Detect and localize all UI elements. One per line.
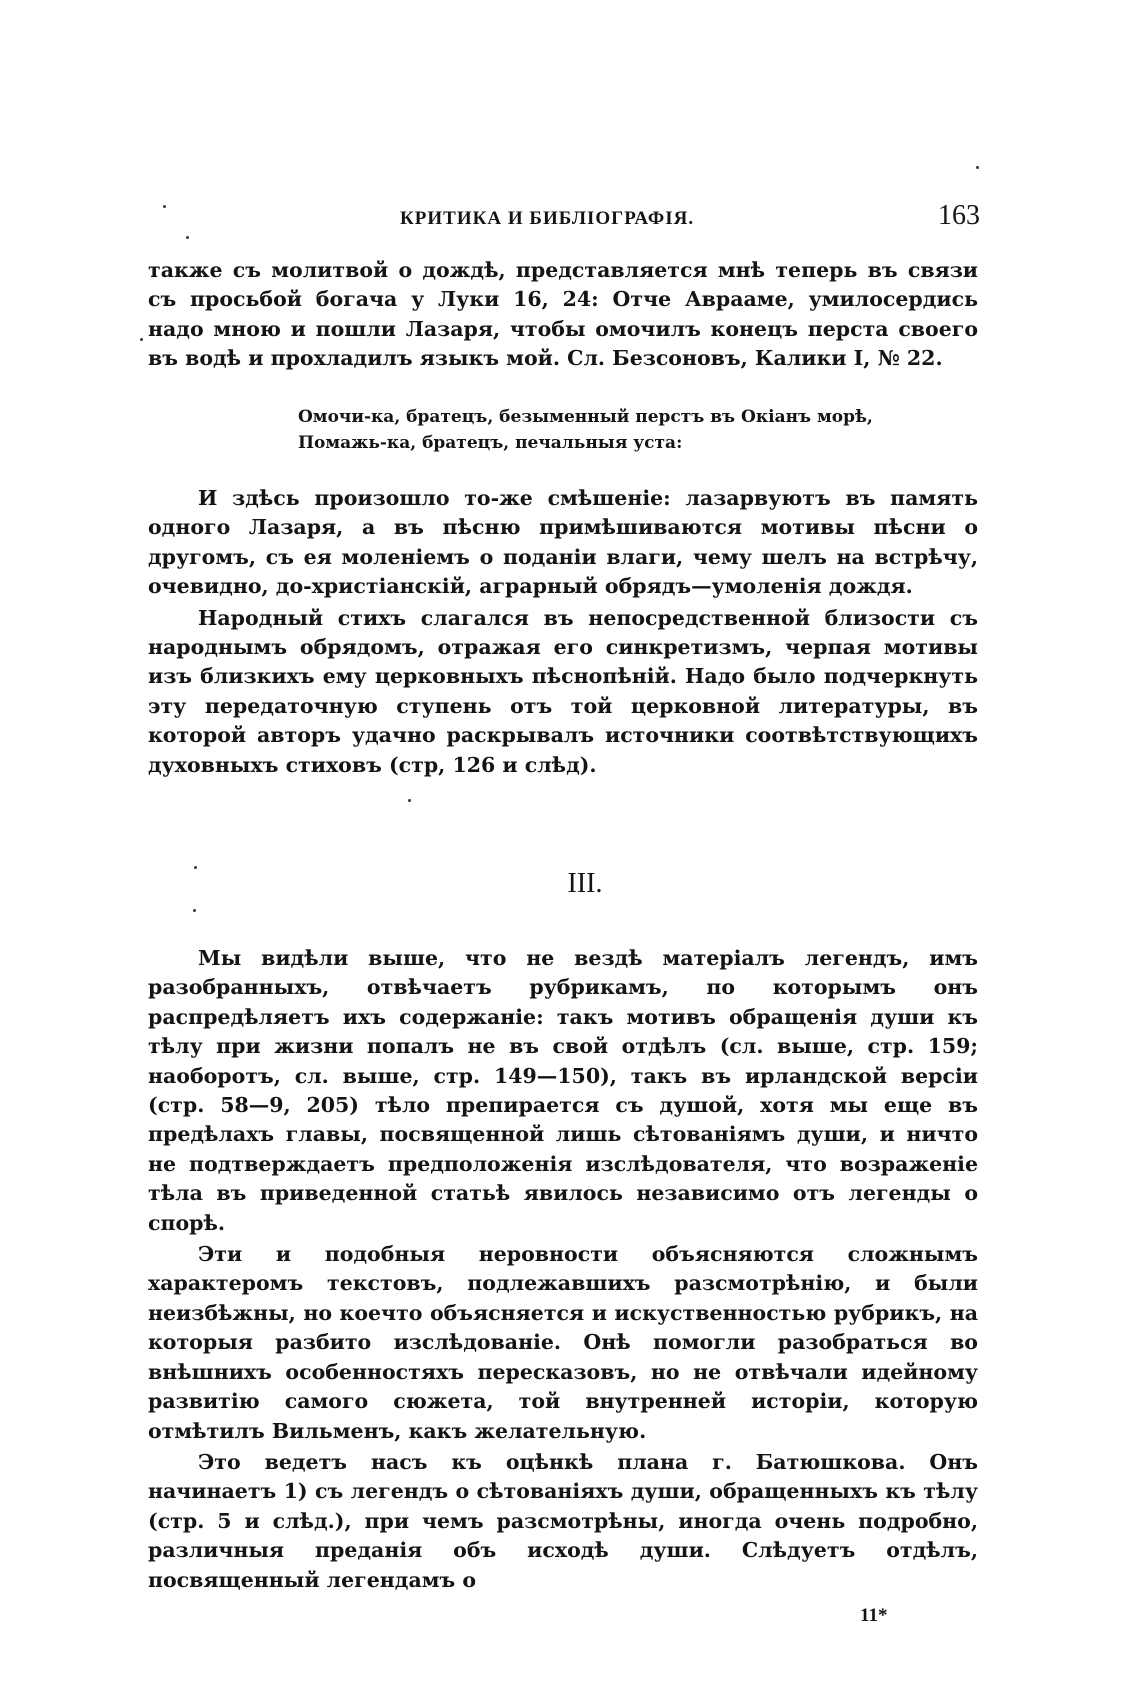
paragraph-1: также съ молитвой о дождѣ, представляется мнѣ теперь въ связи съ просьбой богача у Луки 16, 24: Отче Аврааме, умилосердись надо мною и пошли Лазаря, чтобы омочилъ конецъ перста своего въ водѣ и прохладилъ языкъ мой. Сл. Безсоновъ, Калики I, № 22. — [148, 258, 978, 371]
print-speck — [976, 166, 979, 169]
paragraph-5: Эти и подобныя неровности объясняются сложнымъ характеромъ текстовъ, подлежавшихъ разсмотрѣнію, и были неизбѣжны, но коечто объясняется и искуственностью рубрикъ, на которыя разбито изслѣдованіе. Онѣ помогли разобраться во внѣшнихъ особенностяхъ пересказовъ, но не отвѣчали идейному развитію самого сюжета, той внутренней исторіи, которую отмѣтилъ Вильменъ, какъ желательную. — [148, 1242, 978, 1443]
paragraph-6: Это ведетъ насъ къ оцѣнкѣ плана г. Батюшкова. Онъ начинаетъ 1) съ легендъ о сѣтованіяхъ души, обращенныхъ къ тѣлу (стр. 5 и слѣд.), при чемъ разсмотрѣны, иногда очень подробно, различныя преданія объ исходѣ души. Слѣдуетъ отдѣлъ, посвященный легендамъ о — [148, 1449, 978, 1592]
running-title: КРИТИКА И БИБЛІОГРАФІЯ. — [400, 208, 695, 229]
verse-line-1: Омочи-ка, братецъ, безыменный перстъ въ Окіанъ морѣ, — [298, 407, 873, 427]
running-head — [150, 200, 980, 240]
text-block-bottom — [148, 944, 978, 1597]
text-block-top — [148, 256, 978, 376]
page-number: 163 — [938, 200, 980, 231]
print-speck — [193, 909, 196, 912]
verse-quote — [298, 404, 938, 456]
print-speck — [408, 799, 411, 802]
paragraph-4: Мы видѣли выше, что не вездѣ матеріалъ легендъ, имъ разобранныхъ, отвѣчаетъ рубрикамъ, по которымъ онъ распредѣляетъ ихъ содержаніе: такъ мотивъ обращенія души къ тѣлу при жизни попалъ не въ свой отдѣлъ (сл. выше, стр. 159; наоборотъ, сл. выше, стр. 149—150), такъ въ ирландской версіи (стр. 58—9, 205) тѣло препирается съ душой, хотя мы еще въ предѣлахъ главы, посвященной лишь сѣтованіямъ души, и ничто не подтверждаетъ предположенія изслѣдователя, что возраженіе тѣла въ приведенной статьѣ явилось независимо отъ легенды о спорѣ. — [148, 946, 978, 1235]
text-block-middle — [148, 484, 978, 782]
print-speck — [140, 338, 143, 341]
verse-line-2: Помажь-ка, братецъ, печальныя уста: — [298, 433, 683, 453]
signature-mark: 11* — [860, 1605, 888, 1626]
paragraph-2: И здѣсь произошло то-же смѣшеніе: лазарвуютъ въ память одного Лазаря, а въ пѣсню примѣшиваются мотивы пѣсни о другомъ, съ ея моленіемъ о поданіи влаги, чему шелъ на встрѣчу, очевидно, до-христіанскій, аграрный обрядъ—умоленія дождя. — [148, 486, 978, 599]
paragraph-3: Народный стихъ слагался въ непосредственной близости съ народнымъ обрядомъ, отражая его синкретизмъ, черпая мотивы изъ близкихъ ему церковныхъ пѣснопѣній. Надо было подчеркнуть эту передаточную ступень отъ той церковной литературы, въ которой авторъ удачно раскрывалъ источники соотвѣтствующихъ духовныхъ стиховъ (стр, 126 и слѣд). — [148, 605, 978, 777]
section-heading: III. — [567, 868, 603, 899]
